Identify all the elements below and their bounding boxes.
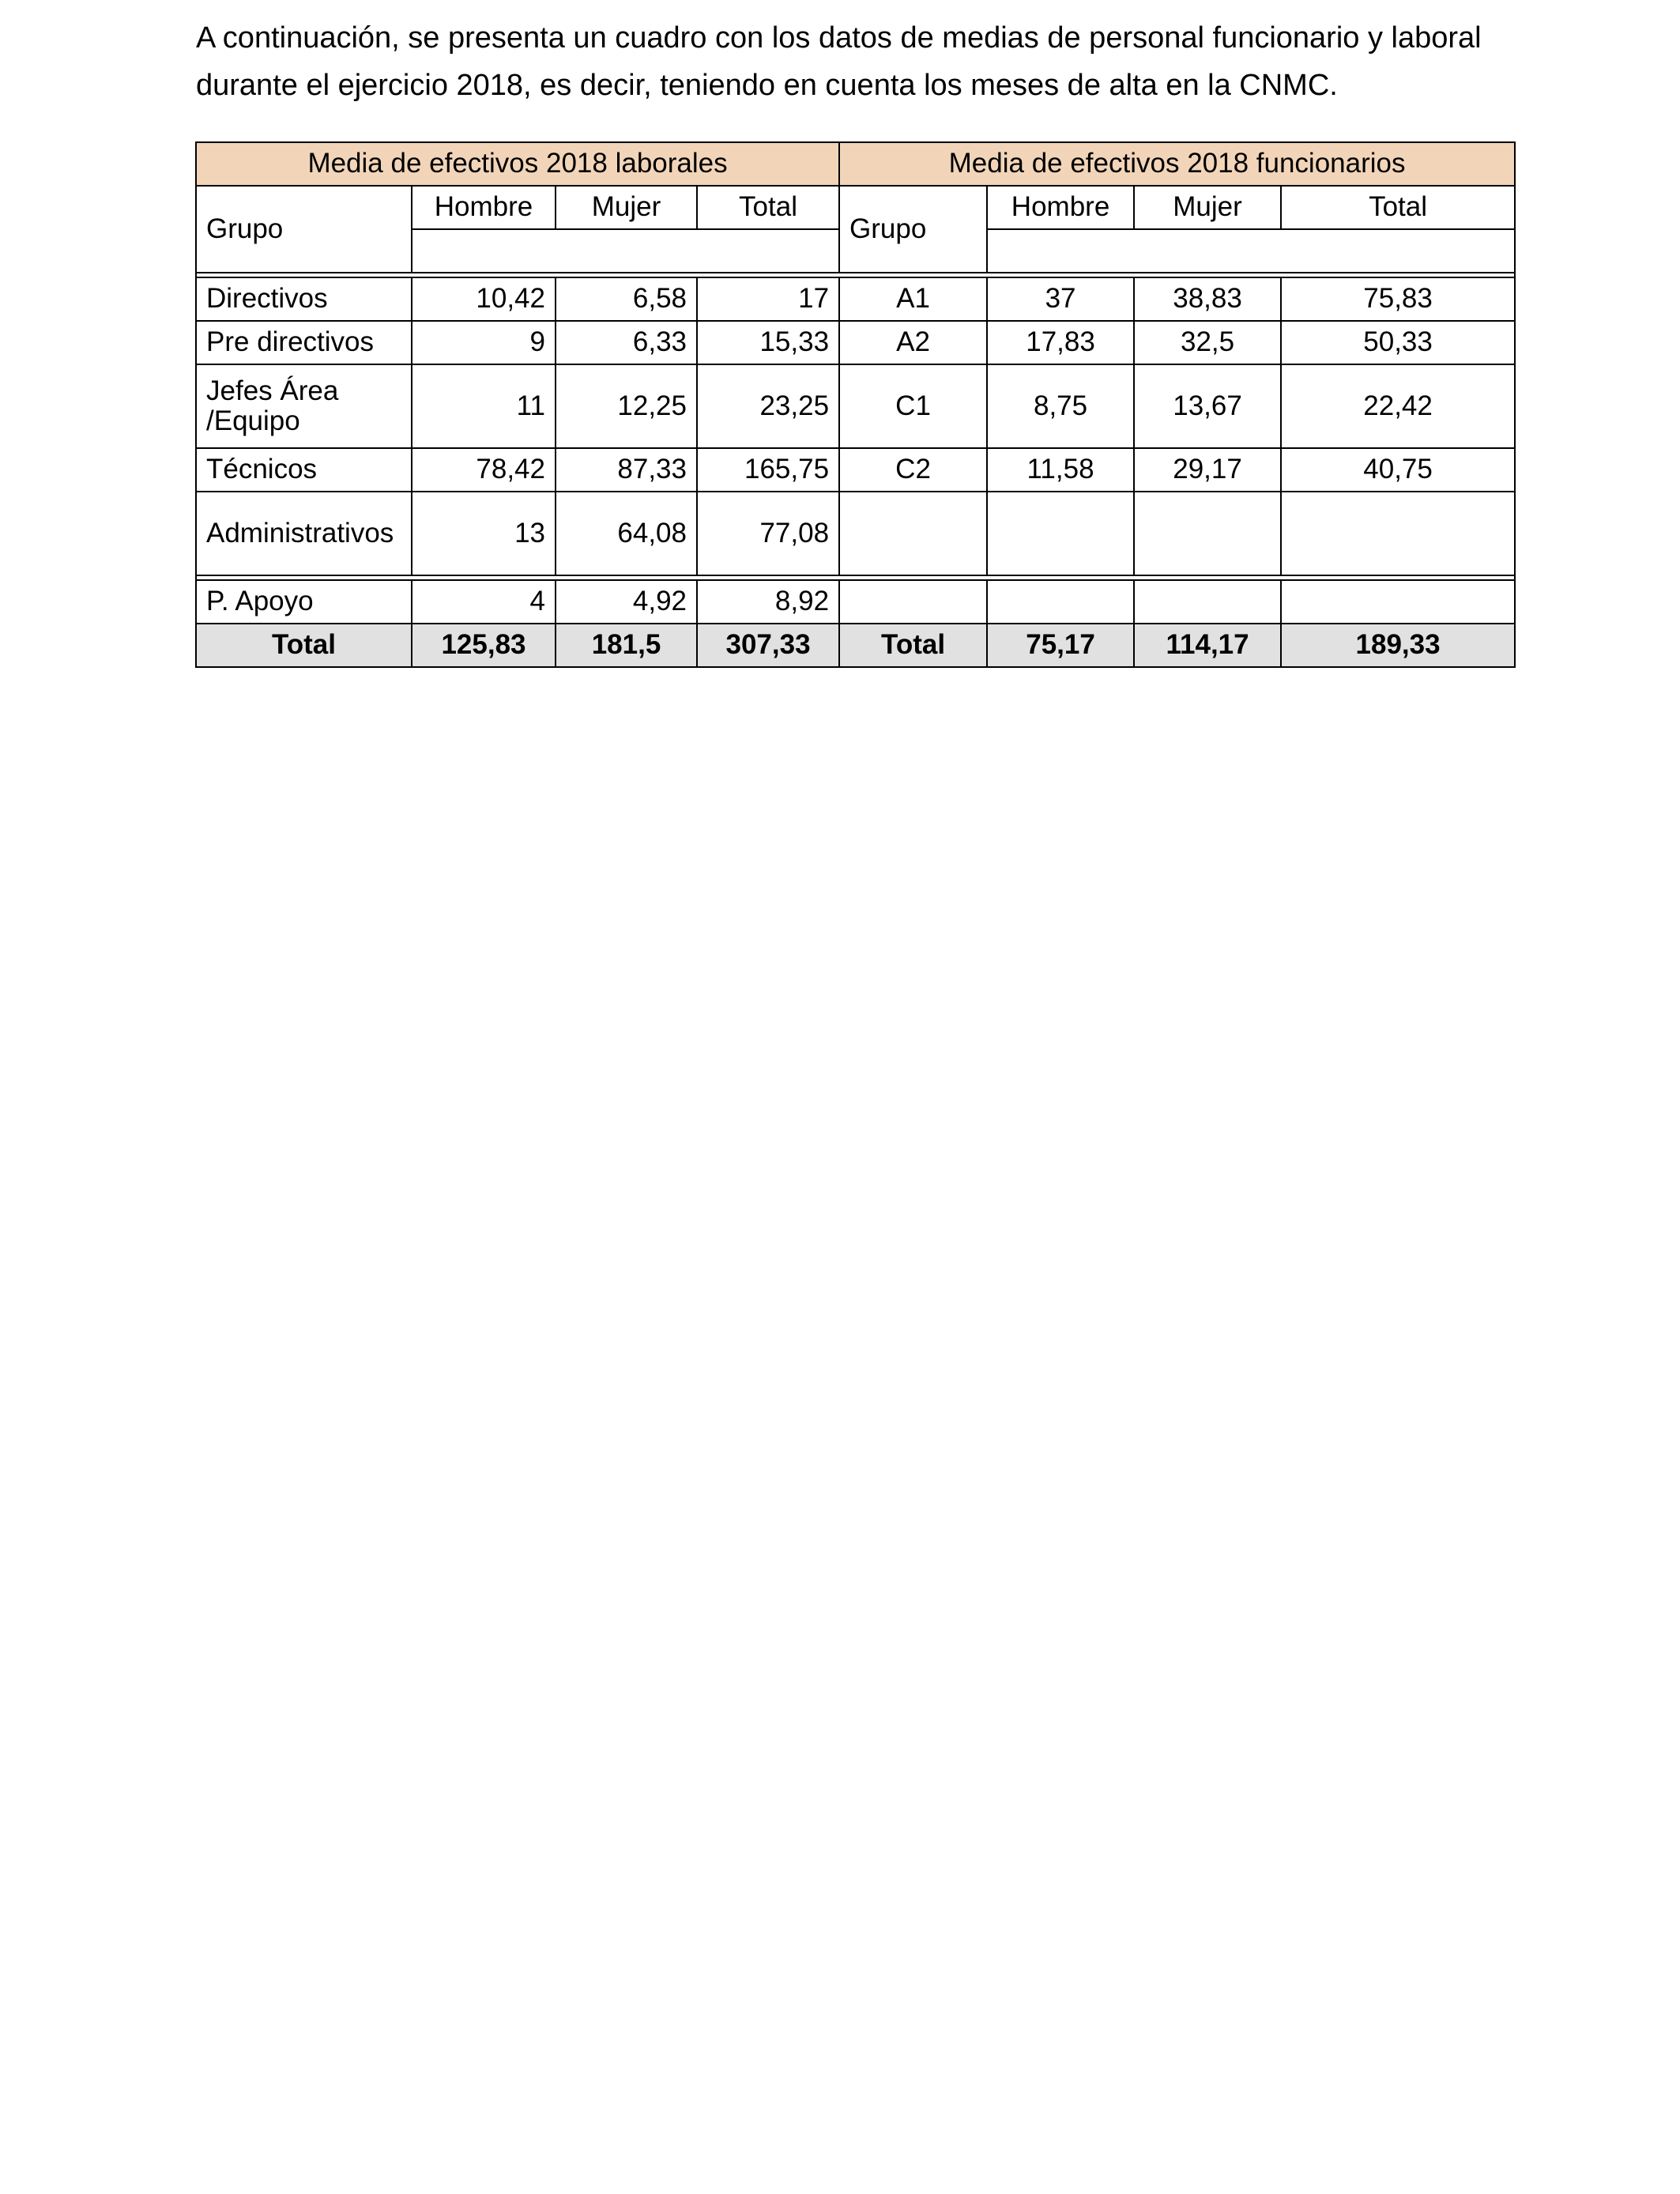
funcionarios-group-cell: A1 <box>839 277 987 321</box>
funcionarios-mujer-cell: 32,5 <box>1134 321 1281 364</box>
funcionarios-total-cell: 40,75 <box>1281 448 1515 492</box>
intro-line-1: A continuación, se presenta un cuadro con los datos de medias de personal funcionario y laboral <box>196 21 1482 55</box>
laborales-hombre-cell: 10,42 <box>412 277 556 321</box>
funcionarios-grupo-header: Grupo <box>839 186 987 273</box>
funcionarios-total-cell <box>1281 492 1515 575</box>
laborales-total-hombre: 125,83 <box>412 624 556 667</box>
funcionarios-total-cell: 75,83 <box>1281 277 1515 321</box>
funcionarios-hombre-cell: 11,58 <box>987 448 1134 492</box>
laborales-mujer-cell: 4,92 <box>556 580 697 624</box>
funcionarios-group-cell <box>839 580 987 624</box>
funcionarios-total-header: Total <box>1281 186 1515 229</box>
funcionarios-total-cell: 22,42 <box>1281 364 1515 448</box>
laborales-total-cell: 15,33 <box>697 321 839 364</box>
laborales-total-cell: 8,92 <box>697 580 839 624</box>
funcionarios-hombre-cell <box>987 580 1134 624</box>
laborales-group-cell: Jefes Área /Equipo <box>196 364 412 448</box>
intro-line-2: durante el ejercicio 2018, es decir, teniendo en cuenta los meses de alta en la CNMC. <box>196 69 1338 102</box>
intro-paragraph <box>196 14 1524 109</box>
laborales-title: Media de efectivos 2018 laborales <box>196 142 839 186</box>
laborales-total-cell: 165,75 <box>697 448 839 492</box>
efectivos-table <box>195 141 1516 668</box>
laborales-hombre-cell: 11 <box>412 364 556 448</box>
table-row <box>196 492 1515 575</box>
laborales-group-cell: P. Apoyo <box>196 580 412 624</box>
laborales-total-total: 307,33 <box>697 624 839 667</box>
funcionarios-total-cell <box>1281 580 1515 624</box>
funcionarios-group-cell <box>839 492 987 575</box>
laborales-hombre-cell: 4 <box>412 580 556 624</box>
funcionarios-mujer-cell <box>1134 492 1281 575</box>
funcionarios-hombre-cell: 8,75 <box>987 364 1134 448</box>
funcionarios-hombre-cell <box>987 492 1134 575</box>
laborales-total-label: Total <box>196 624 412 667</box>
laborales-grupo-header: Grupo <box>196 186 412 273</box>
totals-row <box>196 624 1515 667</box>
funcionarios-total-label: Total <box>839 624 987 667</box>
funcionarios-mujer-cell: 13,67 <box>1134 364 1281 448</box>
funcionarios-hombre-cell: 37 <box>987 277 1134 321</box>
laborales-mujer-cell: 12,25 <box>556 364 697 448</box>
table-title-row <box>196 142 1515 186</box>
funcionarios-group-cell: A2 <box>839 321 987 364</box>
laborales-hombre-cell: 78,42 <box>412 448 556 492</box>
laborales-total-header: Total <box>697 186 839 229</box>
funcionarios-group-cell: C2 <box>839 448 987 492</box>
laborales-header-blank <box>412 229 839 273</box>
laborales-total-cell: 23,25 <box>697 364 839 448</box>
funcionarios-hombre-header: Hombre <box>987 186 1134 229</box>
funcionarios-mujer-cell: 29,17 <box>1134 448 1281 492</box>
laborales-group-cell: Técnicos <box>196 448 412 492</box>
laborales-group-cell: Pre directivos <box>196 321 412 364</box>
laborales-group-cell: Administrativos <box>196 492 412 575</box>
laborales-total-cell: 77,08 <box>697 492 839 575</box>
column-header-row <box>196 186 1515 229</box>
funcionarios-group-cell: C1 <box>839 364 987 448</box>
laborales-mujer-cell: 6,33 <box>556 321 697 364</box>
laborales-group-cell: Directivos <box>196 277 412 321</box>
laborales-total-cell: 17 <box>697 277 839 321</box>
table-row <box>196 277 1515 321</box>
laborales-total-mujer: 181,5 <box>556 624 697 667</box>
table-row <box>196 448 1515 492</box>
funcionarios-mujer-cell <box>1134 580 1281 624</box>
funcionarios-hombre-cell: 17,83 <box>987 321 1134 364</box>
laborales-hombre-cell: 9 <box>412 321 556 364</box>
funcionarios-mujer-header: Mujer <box>1134 186 1281 229</box>
table-row <box>196 364 1515 448</box>
laborales-mujer-cell: 64,08 <box>556 492 697 575</box>
funcionarios-total-hombre: 75,17 <box>987 624 1134 667</box>
laborales-mujer-cell: 6,58 <box>556 277 697 321</box>
laborales-hombre-cell: 13 <box>412 492 556 575</box>
funcionarios-total-cell: 50,33 <box>1281 321 1515 364</box>
funcionarios-mujer-cell: 38,83 <box>1134 277 1281 321</box>
table-row <box>196 321 1515 364</box>
funcionarios-header-blank <box>987 229 1515 273</box>
funcionarios-total-mujer: 114,17 <box>1134 624 1281 667</box>
laborales-mujer-cell: 87,33 <box>556 448 697 492</box>
funcionarios-total-total: 189,33 <box>1281 624 1515 667</box>
funcionarios-title: Media de efectivos 2018 funcionarios <box>839 142 1515 186</box>
laborales-hombre-header: Hombre <box>412 186 556 229</box>
table-row <box>196 580 1515 624</box>
laborales-mujer-header: Mujer <box>556 186 697 229</box>
